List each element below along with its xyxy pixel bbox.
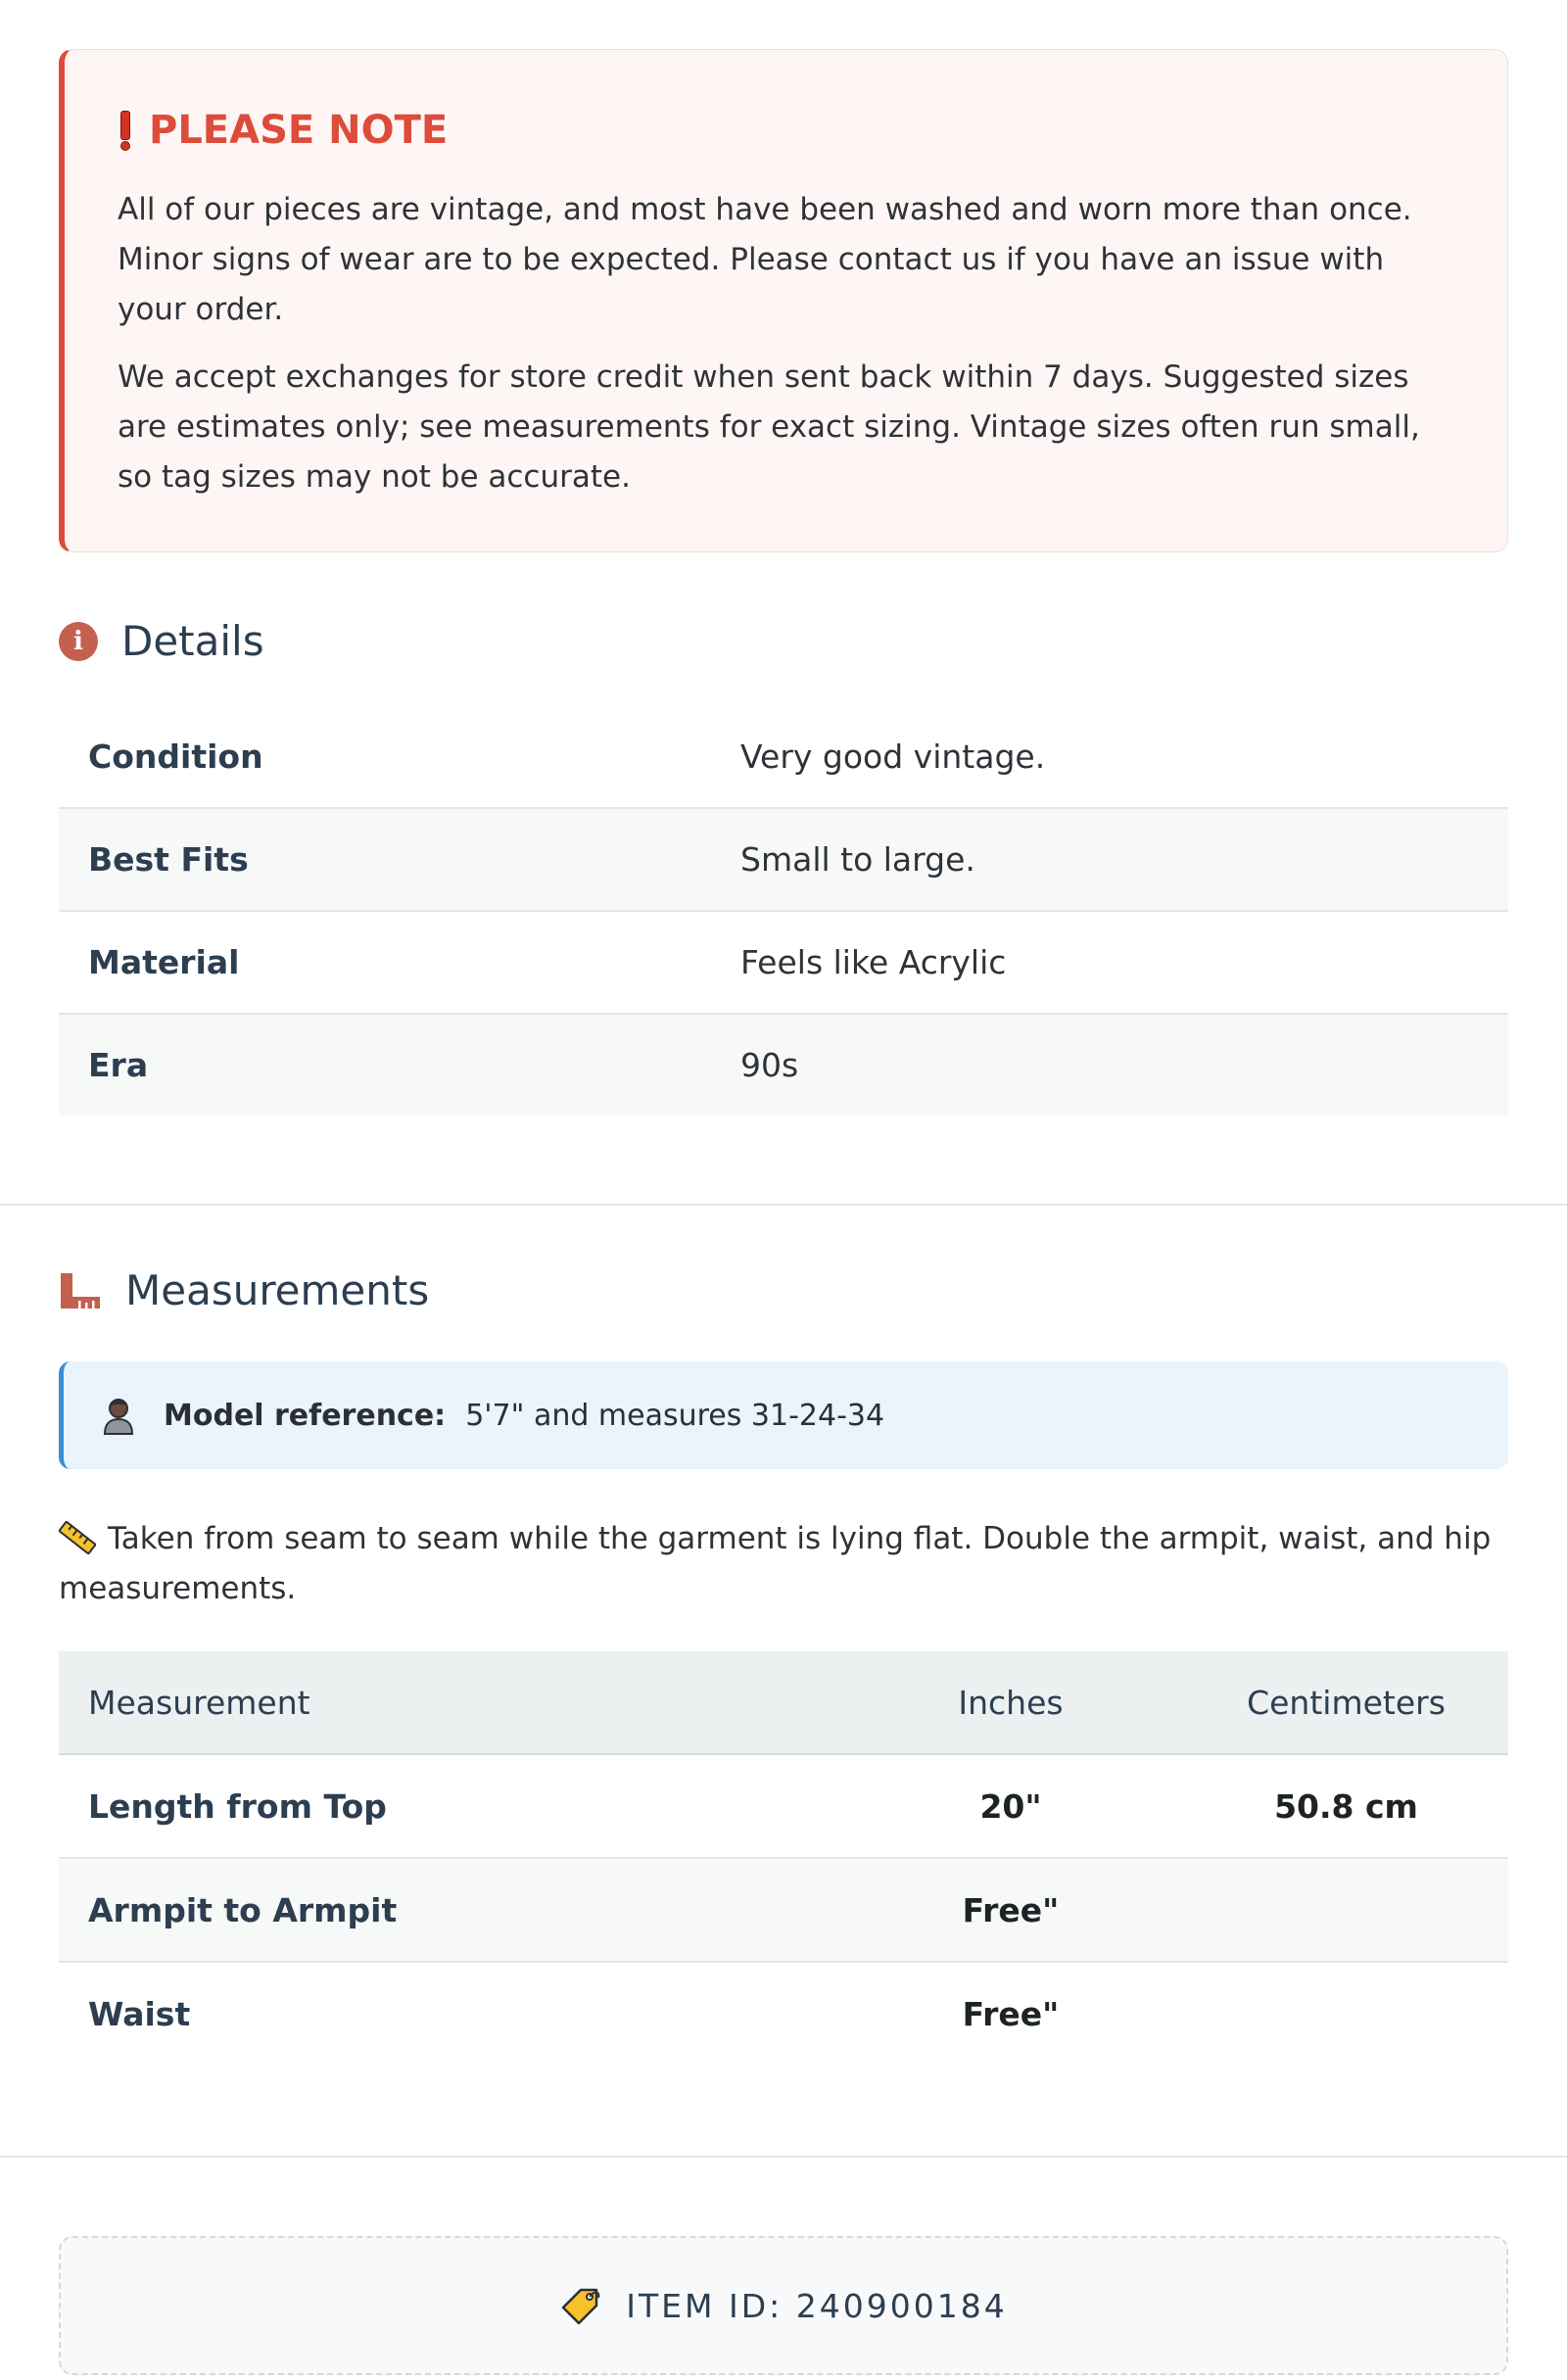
column-header-measurement: Measurement [59, 1651, 837, 1754]
details-heading [59, 617, 1508, 665]
please-note-box [59, 49, 1508, 552]
measurement-note [59, 1514, 1508, 1614]
column-header-inches: Inches [837, 1651, 1184, 1754]
table-row [59, 1754, 1508, 1858]
measurement-inches: 20" [837, 1754, 1184, 1858]
table-row [59, 1014, 1508, 1116]
details-table [59, 706, 1508, 1116]
detail-label: Condition [59, 706, 711, 808]
measurements-heading [59, 1266, 1508, 1314]
measurement-inches: Free" [962, 1994, 1060, 2033]
table-row [59, 1962, 1508, 2065]
notice-paragraph-2: We accept exchanges for store credit when sent back within 7 days. Suggested sizes are estimates only; see measurements for exact sizing. Vintage sizes often run small, so tag sizes may not be accurate. [118, 359, 1420, 495]
table-row [59, 911, 1508, 1014]
table-row [59, 808, 1508, 911]
detail-label: Best Fits [59, 808, 711, 911]
item-id-box [59, 2236, 1508, 2375]
ruler-pencil-icon [59, 1521, 96, 1554]
measurement-cm: 50.8 cm [1184, 1754, 1508, 1858]
measurement-name: Length from Top [59, 1754, 837, 1858]
table-header-row [59, 1651, 1508, 1754]
model-reference-box [59, 1361, 1508, 1469]
person-icon [101, 1396, 136, 1435]
table-row [59, 1858, 1508, 1962]
item-id-text: ITEM ID: 240900184 [626, 2286, 1008, 2325]
measurement-name: Waist [88, 1994, 191, 2033]
measurements-heading-text: Measurements [125, 1266, 430, 1314]
measurement-cm [1184, 1962, 1508, 2065]
detail-label: Era [59, 1014, 711, 1116]
detail-value: Small to large. [711, 808, 1508, 911]
detail-value: Very good vintage. [711, 706, 1508, 808]
detail-label: Material [59, 911, 711, 1014]
notice-title [118, 108, 1456, 153]
info-icon: i [59, 622, 98, 661]
measurement-cm [1184, 1858, 1508, 1962]
measurement-note-text: Taken from seam to seam while the garment is lying flat. Double the armpit, waist, and hip measurements. [59, 1521, 1492, 1606]
tag-icon [559, 2284, 602, 2327]
detail-value: 90s [711, 1014, 1508, 1116]
measurement-inches: Free" [837, 1858, 1184, 1962]
notice-paragraph-1: All of our pieces are vintage, and most have been washed and worn more than once. Minor signs of wear are to be expected. Please contact us if you have an issue with your order. [118, 192, 1412, 327]
exclamation-icon [118, 111, 131, 150]
model-reference-label: Model reference: [164, 1398, 447, 1433]
table-row [59, 706, 1508, 808]
measurements-table [59, 1651, 1508, 2065]
column-header-centimeters: Centimeters [1184, 1651, 1508, 1754]
detail-value: Feels like Acrylic [711, 911, 1508, 1014]
model-reference-value: 5'7" and measures 31-24-34 [465, 1398, 885, 1433]
details-heading-text: Details [121, 617, 264, 665]
ruler-icon [59, 1271, 102, 1310]
measurement-name: Armpit to Armpit [59, 1858, 837, 1962]
notice-title-text: PLEASE NOTE [149, 108, 449, 153]
